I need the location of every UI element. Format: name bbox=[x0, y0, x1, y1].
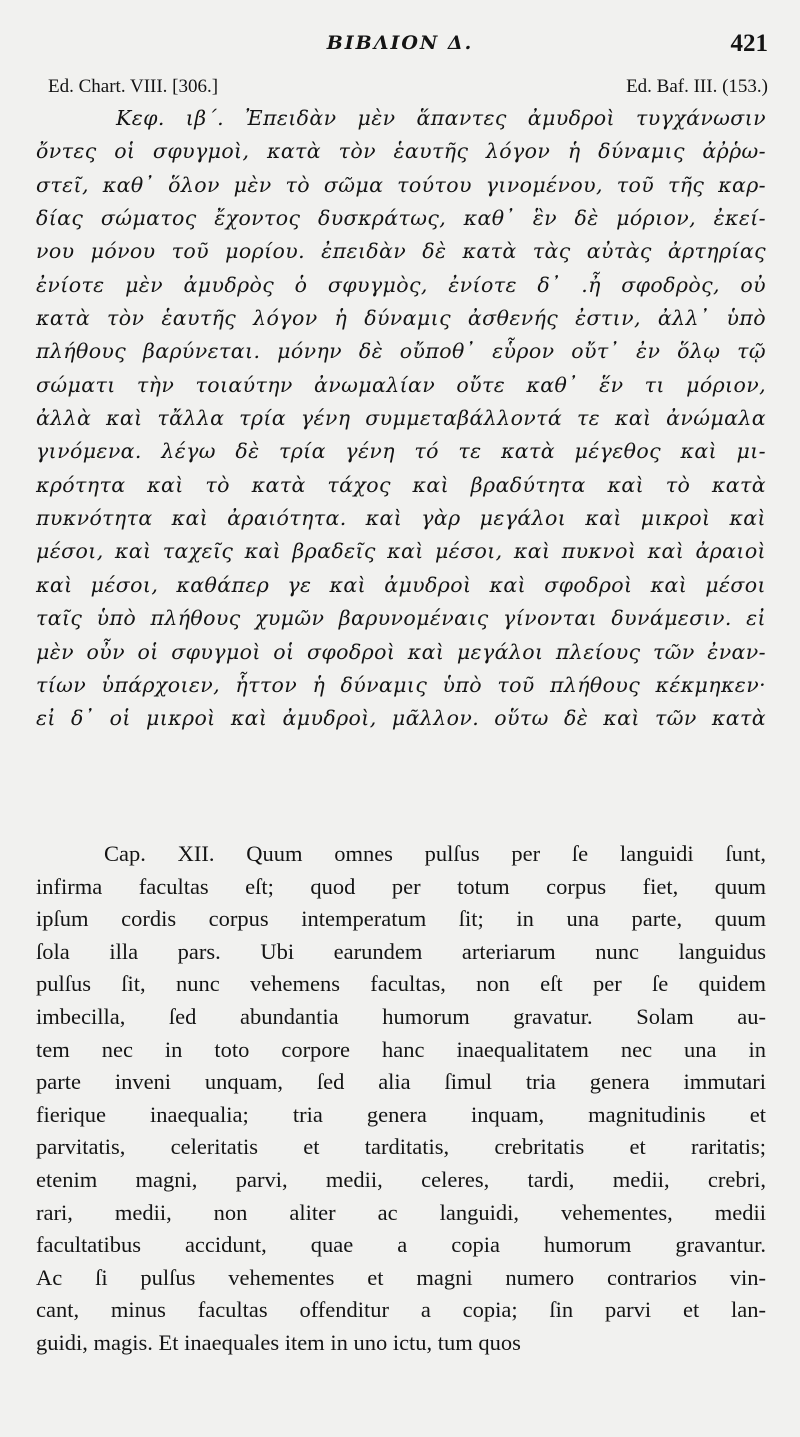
greek-text-line: μέσοι, καὶ ταχεῖς καὶ βραδεῖς καὶ μέσοι, καὶ πυκνοὶ καὶ ἀραιοὶ bbox=[36, 539, 766, 564]
greek-text-line: δίας σώματος ἔχοντος δυσκράτως, καθ᾽ ἓν δὲ μόριον, ἐκεί- bbox=[36, 206, 766, 231]
edition-reference-line bbox=[48, 76, 768, 102]
running-head bbox=[0, 30, 800, 60]
greek-text-line: πυκνότητα καὶ ἀραιότητα. καὶ γὰρ μεγάλοι καὶ μικροὶ καὶ bbox=[36, 506, 766, 531]
greek-text-line: γινόμενα. λέγω δὲ τρία γένη τό τε κατὰ μέγεθος καὶ μι- bbox=[36, 439, 766, 464]
latin-text-line: parte inveni unquam, ſed alia ſimul tria genera immutari bbox=[36, 1069, 766, 1095]
latin-text-line: etenim magni, parvi, medii, celeres, tardi, medii, crebri, bbox=[36, 1166, 766, 1192]
greek-text-line: καὶ μέσοι, καθάπερ γε καὶ ἀμυδροὶ καὶ σφοδροὶ καὶ μέσοι bbox=[36, 572, 766, 597]
latin-text-block bbox=[36, 838, 766, 1360]
greek-text-line: στεῖ, καθ᾽ ὅλον μὲν τὸ σῶμα τούτου γινομένου, τοῦ τῆς καρ- bbox=[36, 172, 766, 197]
greek-text-line: μὲν οὖν οἱ σφυγμοὶ οἱ σφοδροὶ καὶ μεγάλοι πλείους τῶν ἐναν- bbox=[36, 639, 766, 664]
greek-text-line: ταῖς ὑπὸ πλήθους χυμῶν βαρυνομέναις γίνονται δυνάμεσιν. εἰ bbox=[36, 606, 766, 631]
latin-text-line: cant, minus facultas offenditur a copia; ſin parvi et lan- bbox=[36, 1297, 766, 1323]
greek-text-line: Κεφ. ιβ΄. Ἐπειδὰν μὲν ἅπαντες ἀμυδροὶ τυγχάνωσιν bbox=[116, 106, 766, 130]
latin-text-line: Cap. XII. Quum omnes pulſus per ſe languidi ſunt, bbox=[104, 841, 766, 866]
latin-text-line: pulſus ſit, nunc vehemens facultas, non eſt per ſe quidem bbox=[36, 971, 766, 997]
latin-text-line: parvitatis, celeritatis et tarditatis, crebritatis et raritatis; bbox=[36, 1134, 766, 1160]
latin-text-line: imbecilla, ſed abundantia humorum gravatur. Solam au- bbox=[36, 1003, 766, 1029]
latin-text-line: ipſum cordis corpus intemperatum ſit; in una parte, quum bbox=[36, 906, 766, 932]
book-title: ΒΙΒΛΙΟΝ Δ. bbox=[326, 32, 474, 54]
latin-text-line: ſola illa pars. Ubi earundem arteriarum nunc languidus bbox=[36, 938, 766, 964]
page-number: 421 bbox=[730, 30, 768, 57]
edition-reference-basel: Ed. Baf. III. (153.) bbox=[626, 76, 768, 97]
latin-text-line: fierique inaequalia; tria genera inquam, magnitudinis et bbox=[36, 1101, 766, 1127]
greek-text-block bbox=[36, 102, 766, 736]
greek-text-line: κρότητα καὶ τὸ κατὰ τάχος καὶ βραδύτητα καὶ τὸ κατὰ bbox=[36, 472, 766, 497]
greek-text-line: πλήθους βαρύνεται. μόνην δὲ οὔποθ᾽ εὗρον οὔτ᾽ ἐν ὅλῳ τῷ bbox=[36, 339, 766, 364]
edition-reference-chartier: Ed. Chart. VIII. [306.] bbox=[48, 76, 219, 97]
greek-text-line: ἐνίοτε μὲν ἀμυδρὸς ὁ σφυγμὸς, ἐνίοτε δ᾽ .ἦ σφοδρὸς, οὐ bbox=[36, 272, 766, 297]
greek-text-line: ἀλλὰ καὶ τἄλλα τρία γένη συμμεταβάλλοντά τε καὶ ἀνώμαλα bbox=[36, 406, 766, 431]
greek-text-line: κατὰ τὸν ἑαυτῆς λόγον ἡ δύναμις ἀσθενής ἐστιν, ἀλλ᾽ ὑπὸ bbox=[36, 306, 766, 331]
latin-text-line: facultatibus accidunt, quae a copia humorum gravantur. bbox=[36, 1232, 766, 1258]
latin-text-line: rari, medii, non aliter ac languidi, vehementes, medii bbox=[36, 1199, 766, 1225]
greek-text-line: ὄντες οἱ σφυγμοὶ, κατὰ τὸν ἑαυτῆς λόγον ἡ δύναμις ἀῤῥω- bbox=[36, 139, 766, 164]
greek-text-line: σώματι τὴν τοιαύτην ἀνωμαλίαν οὔτε καθ᾽ ἕν τι μόριον, bbox=[36, 372, 766, 397]
greek-text-line: εἰ δ᾽ οἱ μικροὶ καὶ ἀμυδροὶ, μᾶλλον. οὕτω δὲ καὶ τῶν κατὰ bbox=[36, 706, 766, 731]
latin-text-line: Ac ſi pulſus vehementes et magni numero contrarios vin- bbox=[36, 1264, 766, 1290]
latin-text-line: tem nec in toto corpore hanc inaequalitatem nec una in bbox=[36, 1036, 766, 1062]
greek-text-line: τίων ὑπάρχοιεν, ἧττον ἡ δύναμις ὑπὸ τοῦ πλήθους κέκμηκεν· bbox=[36, 672, 766, 697]
latin-text-line: infirma facultas eſt; quod per totum corpus fiet, quum bbox=[36, 873, 766, 899]
latin-text-line: guidi, magis. Et inaequales item in uno ictu, tum quos bbox=[36, 1329, 521, 1355]
greek-text-line: νου μόνου τοῦ μορίου. ἐπειδὰν δὲ κατὰ τὰς αὐτὰς ἀρτηρίας bbox=[36, 239, 766, 264]
